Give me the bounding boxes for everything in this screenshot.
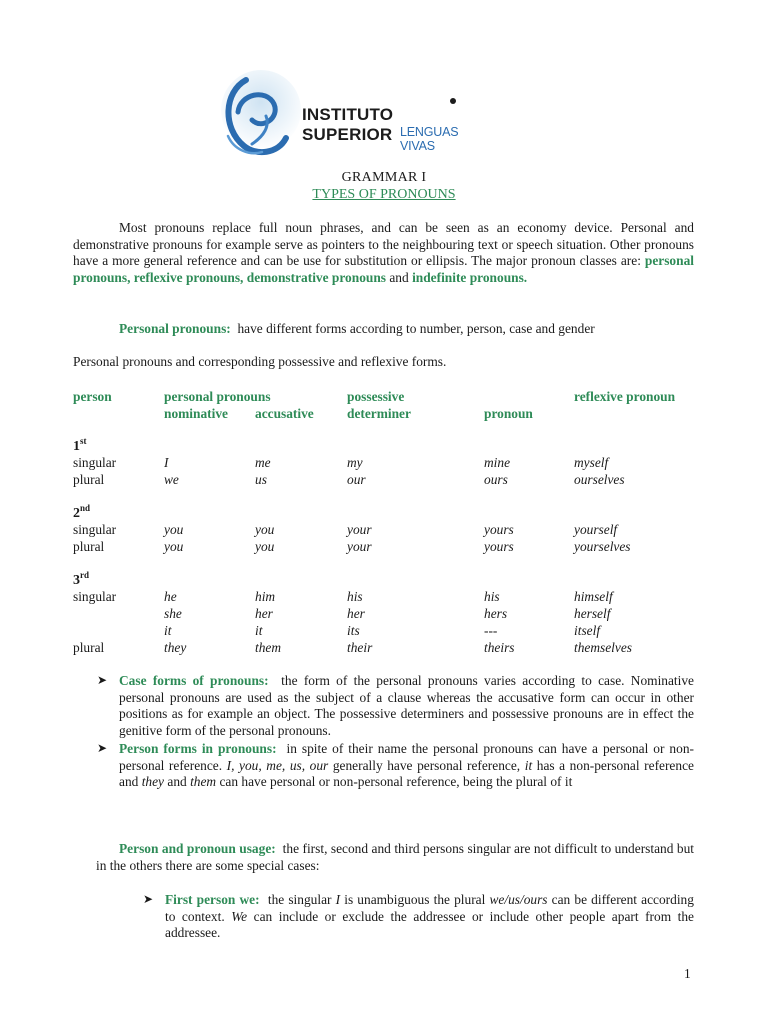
usage-heading: Person and pronoun usage: [119, 841, 276, 856]
table-cell: hers [484, 606, 508, 621]
table-cell: I [164, 455, 169, 470]
hdr-nominative: nominative [164, 406, 228, 421]
page-subtitle: TYPES OF PRONOUNS [312, 187, 456, 202]
table-cell: yourself [574, 522, 618, 537]
first-person-text: can include or exclude the addressee or include other people apart from the addressee. [165, 908, 694, 941]
table-cell: its [347, 623, 360, 638]
first-person-heading: First person we: [165, 892, 260, 907]
hdr-pronoun: pronoun [484, 406, 533, 421]
table-cell: they [164, 640, 187, 655]
table-cell: you [255, 522, 275, 537]
table-row-label: singular [73, 589, 117, 604]
case-forms-heading: Case forms of pronouns: [119, 673, 269, 688]
table-cell: him [255, 589, 276, 604]
first-person-italic: we/us/ours [489, 892, 548, 907]
personal-heading: Personal pronouns: [119, 321, 231, 336]
table-cell: we [164, 472, 179, 487]
table-cell: it [164, 623, 172, 638]
first-person-text: is unambiguous the plural [344, 892, 486, 907]
table-cell: his [347, 589, 363, 604]
table-row-label: plural [73, 640, 105, 655]
table-cell: he [164, 589, 177, 604]
person-forms-text: generally have personal reference, [332, 757, 521, 773]
table-cell: theirs [484, 640, 515, 655]
table-cell: it [255, 623, 263, 638]
table-cell: me [255, 455, 271, 470]
logo-dot-icon [450, 98, 456, 104]
table-cell: your [347, 539, 372, 554]
table-cell: myself [574, 455, 609, 470]
hdr-reflexive: reflexive pronoun [574, 389, 676, 404]
table-row-label: singular [73, 455, 117, 470]
person-second: 2nd [73, 503, 91, 521]
person-forms-italic: them [190, 774, 217, 790]
table-cell: you [164, 522, 184, 537]
usage-paragraph [96, 841, 694, 874]
case-forms-text: the form of the personal pronouns varies according to case. Nominative personal pronouns are used as the subject of a clause whereas the accusative form can occur in other positions as for example an object. The possessive determiners and possessive pronouns are in effect the genitive form of the personal pronouns. [119, 673, 695, 738]
table-cell: she [164, 606, 182, 621]
intro-and: and [389, 269, 409, 285]
first-person-italic: I [335, 892, 341, 907]
intro-text: Most pronouns replace full noun phrases, and can be seen as an economy device. Personal and demonstrative pronouns for example serve as pointers to the neighbouring text or speech situation. Other pronouns have a more general reference and can be use for substitution or ellipsis. The major pronoun classes are: [73, 220, 694, 269]
first-person-text: can be different according to context. [165, 892, 694, 924]
table-row-label: plural [73, 539, 105, 554]
page-number: 1 [684, 966, 691, 981]
hdr-possessive: possessive [347, 389, 405, 404]
page-title: GRAMMAR I [341, 170, 427, 185]
case-forms-paragraph [119, 673, 694, 739]
table-cell: you [164, 539, 184, 554]
person-forms-heading: Person forms in pronouns: [119, 741, 277, 756]
corresponding-forms: Personal pronouns and corresponding possessive and reflexive forms. [73, 354, 447, 369]
arrow-bullet-icon: ➤ [143, 892, 154, 906]
table-cell: himself [574, 589, 613, 604]
arrow-bullet-icon: ➤ [97, 741, 108, 755]
table-cell: her [255, 606, 273, 621]
person-third: 3rd [73, 570, 89, 588]
logo-line2: LENGUAS VIVAS [400, 125, 459, 153]
intro-last: indefinite pronouns. [412, 269, 528, 285]
first-person-text: the singular [267, 892, 332, 907]
swirl-logo-icon [216, 66, 306, 162]
table-cell: yours [484, 539, 514, 554]
table-cell: itself [574, 623, 601, 638]
first-person-paragraph [165, 892, 694, 942]
personal-pronouns-line [119, 321, 595, 337]
table-cell: your [347, 522, 372, 537]
usage-text: the first, second and third persons singular are not difficult to understand but in the others there are some special cases: [96, 841, 694, 873]
table-cell: herself [574, 606, 611, 621]
hdr-accusative: accusative [255, 406, 314, 421]
table-cell: his [484, 589, 500, 604]
table-cell: --- [484, 623, 498, 638]
table-cell: their [347, 640, 373, 655]
person-forms-text: has a non-personal reference and [119, 757, 694, 790]
table-cell: them [255, 640, 282, 655]
table-cell: us [255, 472, 267, 487]
logo-line1: INSTITUTO SUPERIOR [302, 105, 394, 144]
arrow-bullet-icon: ➤ [97, 673, 108, 687]
hdr-personal: personal pronouns [164, 389, 271, 404]
person-forms-italic: they [141, 774, 165, 790]
person-forms-text: in spite of their name the personal pronouns can have a personal or non-personal reference. [119, 741, 694, 773]
table-cell: ourselves [574, 472, 625, 487]
table-cell: you [255, 539, 275, 554]
person-forms-italic: it [524, 757, 533, 773]
hdr-person: person [73, 389, 112, 404]
person-first: 1st [73, 436, 87, 454]
table-cell: mine [484, 455, 511, 470]
first-person-italic: We [231, 908, 248, 924]
table-cell: her [347, 606, 365, 621]
table-cell: my [347, 455, 363, 470]
table-cell: yours [484, 522, 514, 537]
intro-classes: personal pronouns, reflexive pronouns, demonstrative pronouns [73, 253, 694, 285]
person-forms-text: can have personal or non-personal reference, being the plural of it [219, 774, 573, 790]
table-cell: ours [484, 472, 508, 487]
table-cell: our [347, 472, 366, 487]
table-row-label: plural [73, 472, 105, 487]
person-forms-italic: I, you, me, us, our [226, 757, 329, 773]
person-forms-paragraph [119, 741, 694, 791]
personal-text: have different forms according to number, person, case and gender [237, 321, 595, 336]
table-cell: yourselves [574, 539, 631, 554]
institute-logo [216, 66, 486, 162]
table-cell: themselves [574, 640, 633, 655]
table-row-label: singular [73, 522, 117, 537]
intro-paragraph [73, 220, 694, 286]
hdr-determiner: determiner [347, 406, 411, 421]
person-forms-text: and [167, 774, 187, 790]
